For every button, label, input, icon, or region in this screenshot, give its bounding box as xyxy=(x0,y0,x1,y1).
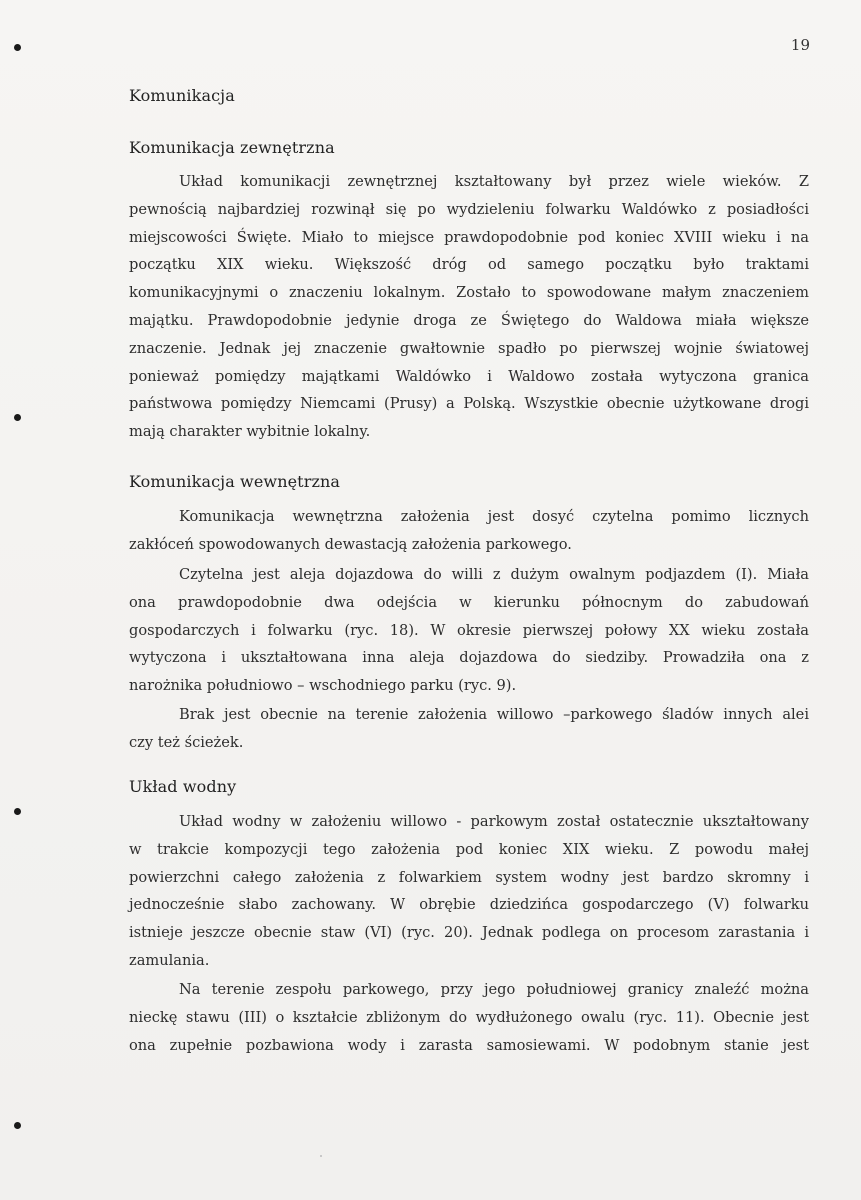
paragraph-komunikacja-wewnetrzna-1 xyxy=(129,503,809,559)
text-line: Układ wodny w założeniu willowo - parkowym został ostatecznie ukształtowany xyxy=(179,813,809,830)
text-line: ponieważ pomiędzy majątkami Waldówko i Waldowo została wytyczona granica xyxy=(129,367,809,385)
text-line: Czytelna jest aleja dojazdowa do willi z dużym owalnym podjazdem (I). Miała xyxy=(179,566,809,583)
scan-speck xyxy=(320,1155,322,1157)
text-line: narożnika południowo – wschodniego parku (ryc. 9). xyxy=(129,677,517,695)
text-line: miejscowości Święte. Miało to miejsce prawdopodobnie pod koniec XVIII wieku i na xyxy=(129,228,809,246)
text-line: Na terenie zespołu parkowego, przy jego południowej granicy znaleźć można xyxy=(179,981,809,998)
text-line: wytyczona i ukształtowana inna aleja dojazdowa do siedziby. Prowadziła ona z xyxy=(129,649,809,667)
punch-hole-mark xyxy=(14,1122,21,1129)
text-line: czy też ścieżek. xyxy=(129,733,244,751)
section-heading-komunikacja-wewnetrzna: Komunikacja wewnętrzna xyxy=(129,472,341,491)
section-heading-komunikacja: Komunikacja xyxy=(129,86,235,105)
page-number: 19 xyxy=(790,36,810,54)
text-line: istnieje jeszcze obecnie staw (VI) (ryc. 20). Jednak podlega on procesom zarastania i xyxy=(129,924,809,942)
paragraph-komunikacja-wewnetrzna-3 xyxy=(129,701,809,757)
text-line: Brak jest obecnie na terenie założenia willowo –parkowego śladów innych alei xyxy=(179,706,809,723)
text-line: zakłóceń spowodowanych dewastacją założenia parkowego. xyxy=(129,535,572,553)
text-line: gospodarczych i folwarku (ryc. 18). W okresie pierwszej połowy XX wieku została xyxy=(129,621,809,639)
punch-hole-mark xyxy=(14,414,21,421)
text-line: Komunikacja wewnętrzna założenia jest dosyć czytelna pomimo licznych xyxy=(179,508,809,525)
punch-hole-mark xyxy=(14,44,21,51)
text-line: znaczenie. Jednak jej znaczenie gwałtownie spadło po pierwszej wojnie światowej xyxy=(129,339,809,357)
text-line: zamulania. xyxy=(129,951,210,969)
punch-hole-mark xyxy=(14,808,21,815)
paragraph-komunikacja-wewnetrzna-2 xyxy=(129,561,809,700)
section-heading-komunikacja-zewnetrzna: Komunikacja zewnętrzna xyxy=(129,138,335,157)
text-line: początku XIX wieku. Większość dróg od samego początku było traktami xyxy=(129,256,809,274)
text-line: mają charakter wybitnie lokalny. xyxy=(129,423,371,441)
paragraph-uklad-wodny-1 xyxy=(129,808,809,975)
text-line: jednocześnie słabo zachowany. W obrębie dziedzińca gospodarczego (V) folwarku xyxy=(129,896,809,914)
paragraph-uklad-wodny-2 xyxy=(129,976,809,1059)
section-heading-uklad-wodny: Układ wodny xyxy=(129,777,237,796)
text-line: nieckę stawu (III) o kształcie zbliżonym do wydłużonego owalu (ryc. 11). Obecnie jest xyxy=(129,1008,809,1026)
text-line: państwowa pomiędzy Niemcami (Prusy) a Polską. Wszystkie obecnie użytkowane drogi xyxy=(129,395,809,413)
paragraph-komunikacja-zewnetrzna xyxy=(129,168,809,446)
text-line: majątku. Prawdopodobnie jedynie droga ze Świętego do Waldowa miała większe xyxy=(129,311,809,329)
text-line: ona prawdopodobnie dwa odejścia w kierunku północnym do zabudowań xyxy=(129,593,809,611)
text-line: ona zupełnie pozbawiona wody i zarasta samosiewami. W podobnym stanie jest xyxy=(129,1036,809,1054)
text-line: pewnością najbardziej rozwinął się po wydzieleniu folwarku Waldówko z posiadłości xyxy=(129,200,809,218)
text-line: powierzchni całego założenia z folwarkiem system wodny jest bardzo skromny i xyxy=(129,868,809,886)
text-line: w trakcie kompozycji tego założenia pod koniec XIX wieku. Z powodu małej xyxy=(129,840,809,858)
text-line: komunikacyjnymi o znaczeniu lokalnym. Zostało to spowodowane małym znaczeniem xyxy=(129,284,809,302)
text-line: Układ komunikacji zewnętrznej kształtowany był przez wiele wieków. Z xyxy=(179,173,809,190)
